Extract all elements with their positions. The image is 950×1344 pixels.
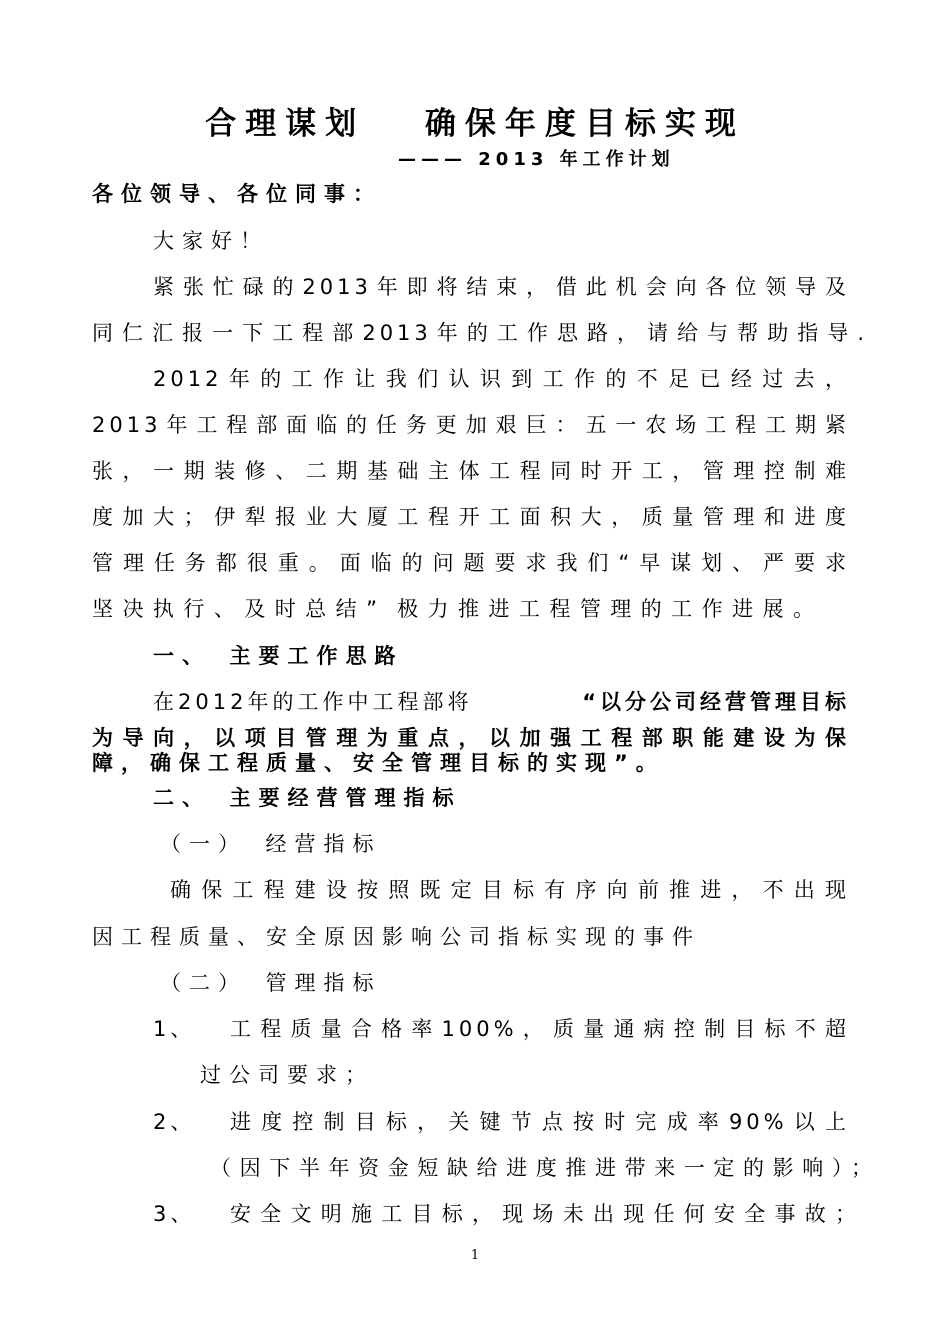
page-number: 1 <box>470 1248 480 1263</box>
sub1-text-line: 因工程质量、安全原因影响公司指标实现的事件 <box>92 925 701 949</box>
item-number: 3、 <box>153 1202 196 1226</box>
review-line: 2013年工程部面临的任务更加艰巨：五一农场工程工期紧 <box>92 413 850 437</box>
page-title: 合理谋划 确保年度目标实现 <box>205 106 745 142</box>
item-text-line: （因下半年资金短缺给进度推进带来一定的影响）； <box>210 1156 876 1180</box>
salutation: 各位领导、各位同事： <box>92 182 382 206</box>
item-text-line: 工程质量合格率100%，质量通病控制目标不超 <box>230 1017 850 1041</box>
item-number: 2、 <box>153 1110 196 1134</box>
section1-bold-start: “以分公司经营管理目标 <box>582 690 850 714</box>
section1-heading: 一、 主要工作思路 <box>153 644 404 668</box>
item-text-line: 安全文明施工目标，现场未出现任何安全事故； <box>230 1202 860 1226</box>
item-number: 1、 <box>153 1017 196 1041</box>
review-line: 度加大；伊犁报业大厦工程开工面积大，质量管理和进度 <box>92 505 850 529</box>
review-line: 张，一期装修、二期基础主体工程同时开工，管理控制难 <box>92 459 850 483</box>
item-text-line: 过公司要求； <box>200 1063 374 1087</box>
review-line: 管理任务都很重。面临的问题要求我们“早谋划、严要求 <box>92 551 850 575</box>
intro-line: 紧张忙碌的2013年即将结束，借此机会向各位领导及 <box>153 275 850 299</box>
review-line: 坚决执行、及时总结” 极力推进工程管理的工作进展。 <box>92 597 818 621</box>
review-line: 2012年的工作让我们认识到工作的不足已经过去， <box>153 367 850 391</box>
sub1-heading: （一） 经营指标 <box>160 832 382 856</box>
sub2-heading: （二） 管理指标 <box>160 971 382 995</box>
page-subtitle: ——— 2013 年工作计划 <box>398 149 675 170</box>
section1-prefix: 在2012年的工作中工程部将 <box>153 690 473 714</box>
sub1-text-line: 确保工程建设按照既定目标有序向前推进，不出现 <box>170 878 850 902</box>
section1-bold-line: 障，确保工程质量、安全管理目标的实现”。 <box>92 751 665 775</box>
section2-heading: 二、 主要经营管理指标 <box>153 786 462 810</box>
section1-bold-line: 为导向，以项目管理为重点，以加强工程部职能建设为保 <box>92 726 850 750</box>
intro-line: 同仁汇报一下工程部2013年的工作思路，请给与帮助指导. <box>92 321 868 345</box>
greeting: 大家好！ <box>153 229 269 253</box>
item-text-line: 进度控制目标，关键节点按时完成率90%以上 <box>230 1110 850 1134</box>
section1-first-line <box>153 690 850 714</box>
